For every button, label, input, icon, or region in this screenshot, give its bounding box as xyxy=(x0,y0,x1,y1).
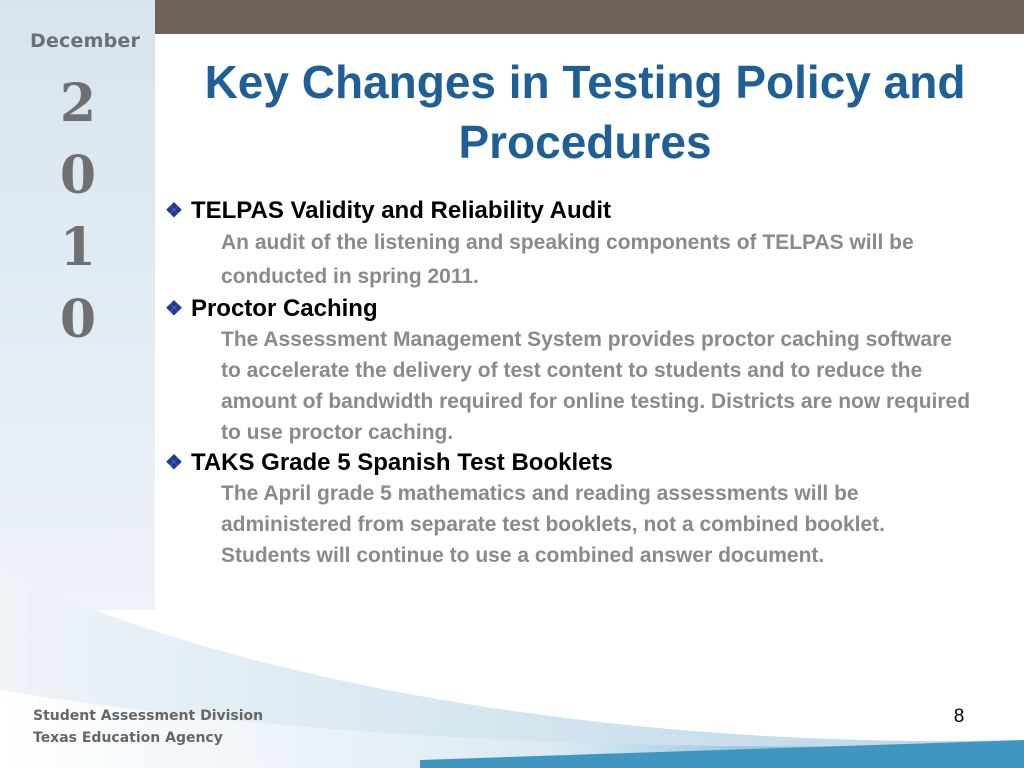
page-number: 8 xyxy=(953,706,965,727)
bullet-heading: TAKS Grade 5 Spanish Test Booklets xyxy=(190,449,613,476)
bullet-proctor-caching xyxy=(165,294,995,324)
bullet-heading: Proctor Caching xyxy=(190,295,378,322)
year-digit-1: 2 xyxy=(59,73,97,134)
year-digit-4: 0 xyxy=(59,289,97,350)
year-digit-2: 0 xyxy=(59,145,97,206)
content-list xyxy=(165,196,995,571)
year-digit-3: 1 xyxy=(59,217,97,278)
bullet-body: An audit of the listening and speaking components of TELPAS will be conducted in spring 2011. xyxy=(221,231,914,288)
diamond-bullet-icon: ❖ xyxy=(165,298,183,320)
bullet-body: The April grade 5 mathematics and reading assessments will be administered from separate test booklets, not a combined booklet. Students will continue to use a combined answer document. xyxy=(221,482,885,567)
bullet-heading: TELPAS Validity and Reliability Audit xyxy=(190,197,611,224)
slide-title: Key Changes in Testing Policy and Procedures xyxy=(204,56,966,168)
diamond-bullet-icon: ❖ xyxy=(165,200,183,222)
footer-division: Student Assessment Division xyxy=(33,708,264,724)
top-bar xyxy=(155,0,1024,34)
bullet-body: The Assessment Management System provides proctor caching software to accelerate the delivery of test content to students and to reduce the amount of bandwidth required for online testing. Districts are now required to use proctor caching. xyxy=(221,328,971,444)
footer-agency: Texas Education Agency xyxy=(33,730,223,746)
bullet-telpas xyxy=(165,196,995,226)
bullet-taks-booklets xyxy=(165,448,995,478)
diamond-bullet-icon: ❖ xyxy=(165,452,183,474)
date-month: December xyxy=(30,30,141,52)
